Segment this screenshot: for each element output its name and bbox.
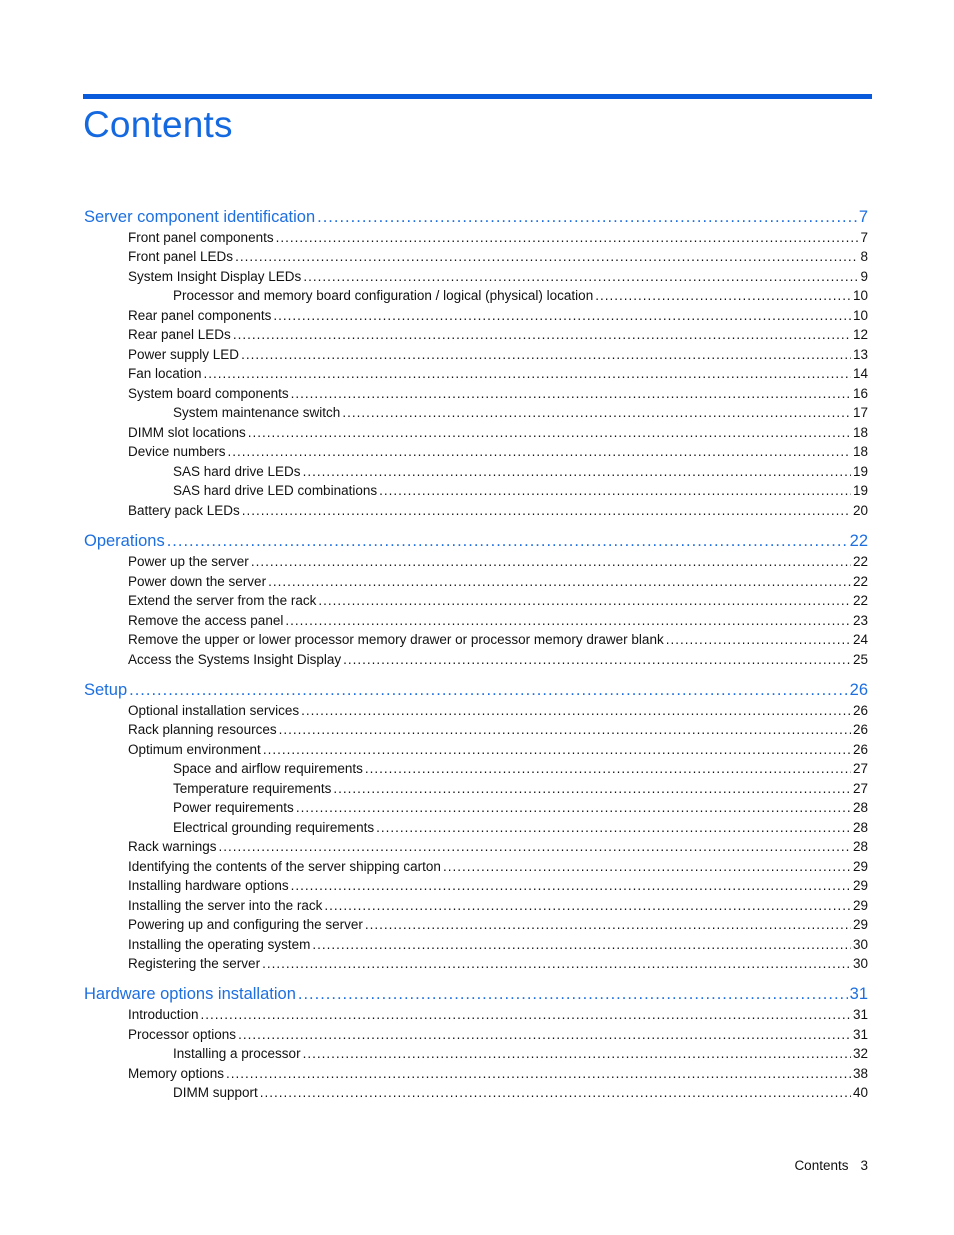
toc-leader-dots xyxy=(303,1044,851,1063)
toc-entry-page: 18 xyxy=(852,425,868,440)
toc-entry-page: 22 xyxy=(852,554,868,569)
page-footer xyxy=(794,1158,868,1173)
toc-entry-label: Temperature requirements xyxy=(173,781,332,796)
toc-entry-page: 27 xyxy=(852,781,868,796)
toc-entry-label: Hardware options installation xyxy=(84,985,296,1003)
toc-leader-dots xyxy=(233,325,851,344)
toc-entry[interactable] xyxy=(128,501,868,520)
toc-leader-dots xyxy=(241,345,851,364)
toc-entry-label: Power supply LED xyxy=(128,347,240,362)
toc-entry[interactable] xyxy=(128,935,868,954)
toc-entry-page: 38 xyxy=(852,1066,868,1081)
toc-entry-page: 22 xyxy=(852,574,868,589)
toc-leader-dots xyxy=(228,442,851,461)
toc-entry-page: 28 xyxy=(852,820,868,835)
toc-entry-label: SAS hard drive LEDs xyxy=(173,464,301,479)
toc-entry[interactable] xyxy=(128,247,868,266)
toc-leader-dots xyxy=(291,876,851,895)
toc-entry-page: 10 xyxy=(852,288,868,303)
toc-leader-dots xyxy=(219,837,851,856)
toc-entry-page: 12 xyxy=(852,327,868,342)
toc-entry-page: 19 xyxy=(852,464,868,479)
toc-entry-label: Operations xyxy=(84,532,165,550)
toc-entry-label: Registering the server xyxy=(128,956,261,971)
toc-entry-page: 26 xyxy=(849,681,868,699)
toc-leader-dots xyxy=(317,206,857,228)
toc-entry-page: 26 xyxy=(852,742,868,757)
toc-leader-dots xyxy=(342,403,851,422)
toc-entry-label: Power requirements xyxy=(173,800,294,815)
toc-leader-dots xyxy=(279,720,851,739)
toc-entry[interactable] xyxy=(128,306,868,325)
toc-entry-page: 7 xyxy=(858,208,868,226)
toc-entry-label: Rack warnings xyxy=(128,839,217,854)
toc-entry-label: Installing a processor xyxy=(173,1046,301,1061)
toc-entry[interactable] xyxy=(173,462,868,481)
toc-leader-dots xyxy=(343,650,851,669)
toc-leader-dots xyxy=(312,935,851,954)
toc-entry-page: 9 xyxy=(860,269,868,284)
toc-leader-dots xyxy=(129,679,848,701)
toc-entry-page: 18 xyxy=(852,444,868,459)
toc-entry-label: Power up the server xyxy=(128,554,249,569)
toc-entry-page: 32 xyxy=(852,1046,868,1061)
toc-entry[interactable] xyxy=(128,423,868,442)
toc-entry-page: 22 xyxy=(852,593,868,608)
toc-entry-page: 23 xyxy=(852,613,868,628)
toc-entry[interactable] xyxy=(128,896,868,915)
toc-leader-dots xyxy=(301,701,851,720)
toc-entry-label: Remove the access panel xyxy=(128,613,284,628)
toc-entry[interactable] xyxy=(128,915,868,934)
toc-leader-dots xyxy=(303,462,851,481)
toc-entry[interactable] xyxy=(128,611,868,630)
toc-leader-dots xyxy=(324,896,851,915)
toc-entry-page: 16 xyxy=(852,386,868,401)
toc-entry[interactable] xyxy=(128,345,868,364)
toc-leader-dots xyxy=(242,501,851,520)
toc-entry-page: 27 xyxy=(852,761,868,776)
toc-entry-label: Space and airflow requirements xyxy=(173,761,363,776)
toc-entry-label: Installing the server into the rack xyxy=(128,898,323,913)
toc-entry-page: 28 xyxy=(852,800,868,815)
toc-entry-label: DIMM support xyxy=(173,1085,258,1100)
toc-entry-page: 19 xyxy=(852,483,868,498)
toc-entry[interactable] xyxy=(128,837,868,856)
toc-entry-page: 26 xyxy=(852,722,868,737)
toc-leader-dots xyxy=(251,552,851,571)
toc-entry[interactable] xyxy=(173,1083,868,1102)
toc-leader-dots xyxy=(666,630,851,649)
toc-entry-page: 31 xyxy=(852,1027,868,1042)
toc-entry-label: SAS hard drive LED combinations xyxy=(173,483,378,498)
toc-entry-label: Access the Systems Insight Display xyxy=(128,652,342,667)
toc-leader-dots xyxy=(273,306,851,325)
toc-entry-label: Server component identification xyxy=(84,208,316,226)
toc-entry-page: 13 xyxy=(852,347,868,362)
toc-entry-label: Fan location xyxy=(128,366,202,381)
toc-leader-dots xyxy=(263,740,851,759)
toc-entry-page: 7 xyxy=(860,230,868,245)
toc-entry-page: 29 xyxy=(852,859,868,874)
toc-entry-page: 20 xyxy=(852,503,868,518)
toc-entry-label: System Insight Display LEDs xyxy=(128,269,302,284)
toc-entry[interactable] xyxy=(128,701,868,720)
toc-leader-dots xyxy=(268,572,851,591)
toc-leader-dots xyxy=(276,228,859,247)
page-title: Contents xyxy=(83,104,233,145)
toc-leader-dots xyxy=(298,983,848,1005)
toc-entry-page: 29 xyxy=(852,878,868,893)
toc-leader-dots xyxy=(235,247,858,266)
toc-entry-page: 31 xyxy=(852,1007,868,1022)
toc-entry-label: Optional installation services xyxy=(128,703,300,718)
toc-entry-label: Rear panel LEDs xyxy=(128,327,231,342)
toc-entry-label: Front panel components xyxy=(128,230,274,245)
toc-entry-label: Electrical grounding requirements xyxy=(173,820,375,835)
footer-page-number: 3 xyxy=(860,1158,868,1173)
toc-entry-page: 17 xyxy=(852,405,868,420)
toc-entry-label: Processor and memory board configuration / logical (physical) location xyxy=(173,288,594,303)
toc-entry[interactable] xyxy=(173,403,868,422)
toc-chapter-entry[interactable] xyxy=(84,530,868,552)
toc-entry-label: Powering up and configuring the server xyxy=(128,917,363,932)
toc-entry[interactable] xyxy=(128,325,868,344)
toc-entry-page: 25 xyxy=(852,652,868,667)
toc-leader-dots xyxy=(595,286,851,305)
toc-entry[interactable] xyxy=(173,818,868,837)
toc-entry-label: Remove the upper or lower processor memory drawer or processor memory drawer blank xyxy=(128,632,664,647)
toc-entry-page: 29 xyxy=(852,917,868,932)
toc-leader-dots xyxy=(365,759,851,778)
toc-leader-dots xyxy=(296,798,851,817)
toc-entry-label: Introduction xyxy=(128,1007,199,1022)
toc-leader-dots xyxy=(248,423,851,442)
toc-chapter-entry[interactable] xyxy=(84,983,868,1005)
toc-leader-dots xyxy=(303,267,858,286)
toc-leader-dots xyxy=(376,818,851,837)
toc-entry[interactable] xyxy=(128,720,868,739)
toc-entry-label: Extend the server from the rack xyxy=(128,593,317,608)
toc-entry[interactable] xyxy=(128,1064,868,1083)
toc-entry[interactable] xyxy=(128,1005,868,1024)
toc-leader-dots xyxy=(318,591,851,610)
toc-entry-label: Optimum environment xyxy=(128,742,261,757)
toc-leader-dots xyxy=(379,481,851,500)
toc-leader-dots xyxy=(285,611,851,630)
toc-entry-label: System maintenance switch xyxy=(173,405,341,420)
toc-entry[interactable] xyxy=(173,759,868,778)
toc-leader-dots xyxy=(204,364,851,383)
toc-entry-label: Identifying the contents of the server shipping carton xyxy=(128,859,441,874)
toc-entry-label: Setup xyxy=(84,681,128,699)
toc-entry-page: 29 xyxy=(852,898,868,913)
toc-entry[interactable] xyxy=(128,267,868,286)
toc-leader-dots xyxy=(260,1083,851,1102)
toc-entry[interactable] xyxy=(128,954,868,973)
toc-entry-label: Rack planning resources xyxy=(128,722,277,737)
toc-leader-dots xyxy=(201,1005,851,1024)
toc-entry[interactable] xyxy=(128,630,868,649)
toc-leader-dots xyxy=(443,857,851,876)
toc-entry[interactable] xyxy=(173,798,868,817)
toc-entry-page: 8 xyxy=(860,249,868,264)
toc-entry[interactable] xyxy=(128,228,868,247)
toc-entry-label: Installing the operating system xyxy=(128,937,311,952)
toc-chapter-entry[interactable] xyxy=(84,206,868,228)
toc-entry-label: System board components xyxy=(128,386,289,401)
toc-entry-page: 10 xyxy=(852,308,868,323)
toc-entry-label: Rear panel components xyxy=(128,308,272,323)
toc-entry[interactable] xyxy=(173,1044,868,1063)
toc-leader-dots xyxy=(167,530,848,552)
toc-leader-dots xyxy=(262,954,851,973)
toc-entry[interactable] xyxy=(128,650,868,669)
toc-entry-page: 28 xyxy=(852,839,868,854)
toc-entry[interactable] xyxy=(128,876,868,895)
toc-entry[interactable] xyxy=(128,552,868,571)
toc-entry-page: 40 xyxy=(852,1085,868,1100)
toc-entry-label: Memory options xyxy=(128,1066,225,1081)
toc-entry[interactable] xyxy=(173,286,868,305)
toc-leader-dots xyxy=(238,1025,851,1044)
toc-entry[interactable] xyxy=(128,740,868,759)
toc-entry-page: 14 xyxy=(852,366,868,381)
toc-entry-label: Processor options xyxy=(128,1027,237,1042)
toc-entry[interactable] xyxy=(173,779,868,798)
toc-leader-dots xyxy=(333,779,851,798)
toc-entry-label: Device numbers xyxy=(128,444,226,459)
toc-entry-label: Front panel LEDs xyxy=(128,249,234,264)
toc-entry-page: 26 xyxy=(852,703,868,718)
toc-entry-page: 22 xyxy=(849,532,868,550)
toc-leader-dots xyxy=(365,915,851,934)
toc-entry-label: Installing hardware options xyxy=(128,878,289,893)
toc-entry[interactable] xyxy=(128,591,868,610)
toc-leader-dots xyxy=(226,1064,851,1083)
toc-entry-page: 24 xyxy=(852,632,868,647)
toc-entry[interactable] xyxy=(128,442,868,461)
toc-entry-label: Battery pack LEDs xyxy=(128,503,240,518)
toc-entry-page: 30 xyxy=(852,937,868,952)
toc-leader-dots xyxy=(291,384,851,403)
toc-entry[interactable] xyxy=(128,572,868,591)
toc-entry[interactable] xyxy=(173,481,868,500)
toc-entry[interactable] xyxy=(128,364,868,383)
toc-entry[interactable] xyxy=(128,1025,868,1044)
toc-entry-label: Power down the server xyxy=(128,574,267,589)
toc-chapter-entry[interactable] xyxy=(84,679,868,701)
toc-entry-page: 31 xyxy=(849,985,868,1003)
toc-entry[interactable] xyxy=(128,384,868,403)
toc-entry-page: 30 xyxy=(852,956,868,971)
toc-entry[interactable] xyxy=(128,857,868,876)
toc-entry-label: DIMM slot locations xyxy=(128,425,246,440)
footer-section: Contents xyxy=(794,1158,849,1173)
